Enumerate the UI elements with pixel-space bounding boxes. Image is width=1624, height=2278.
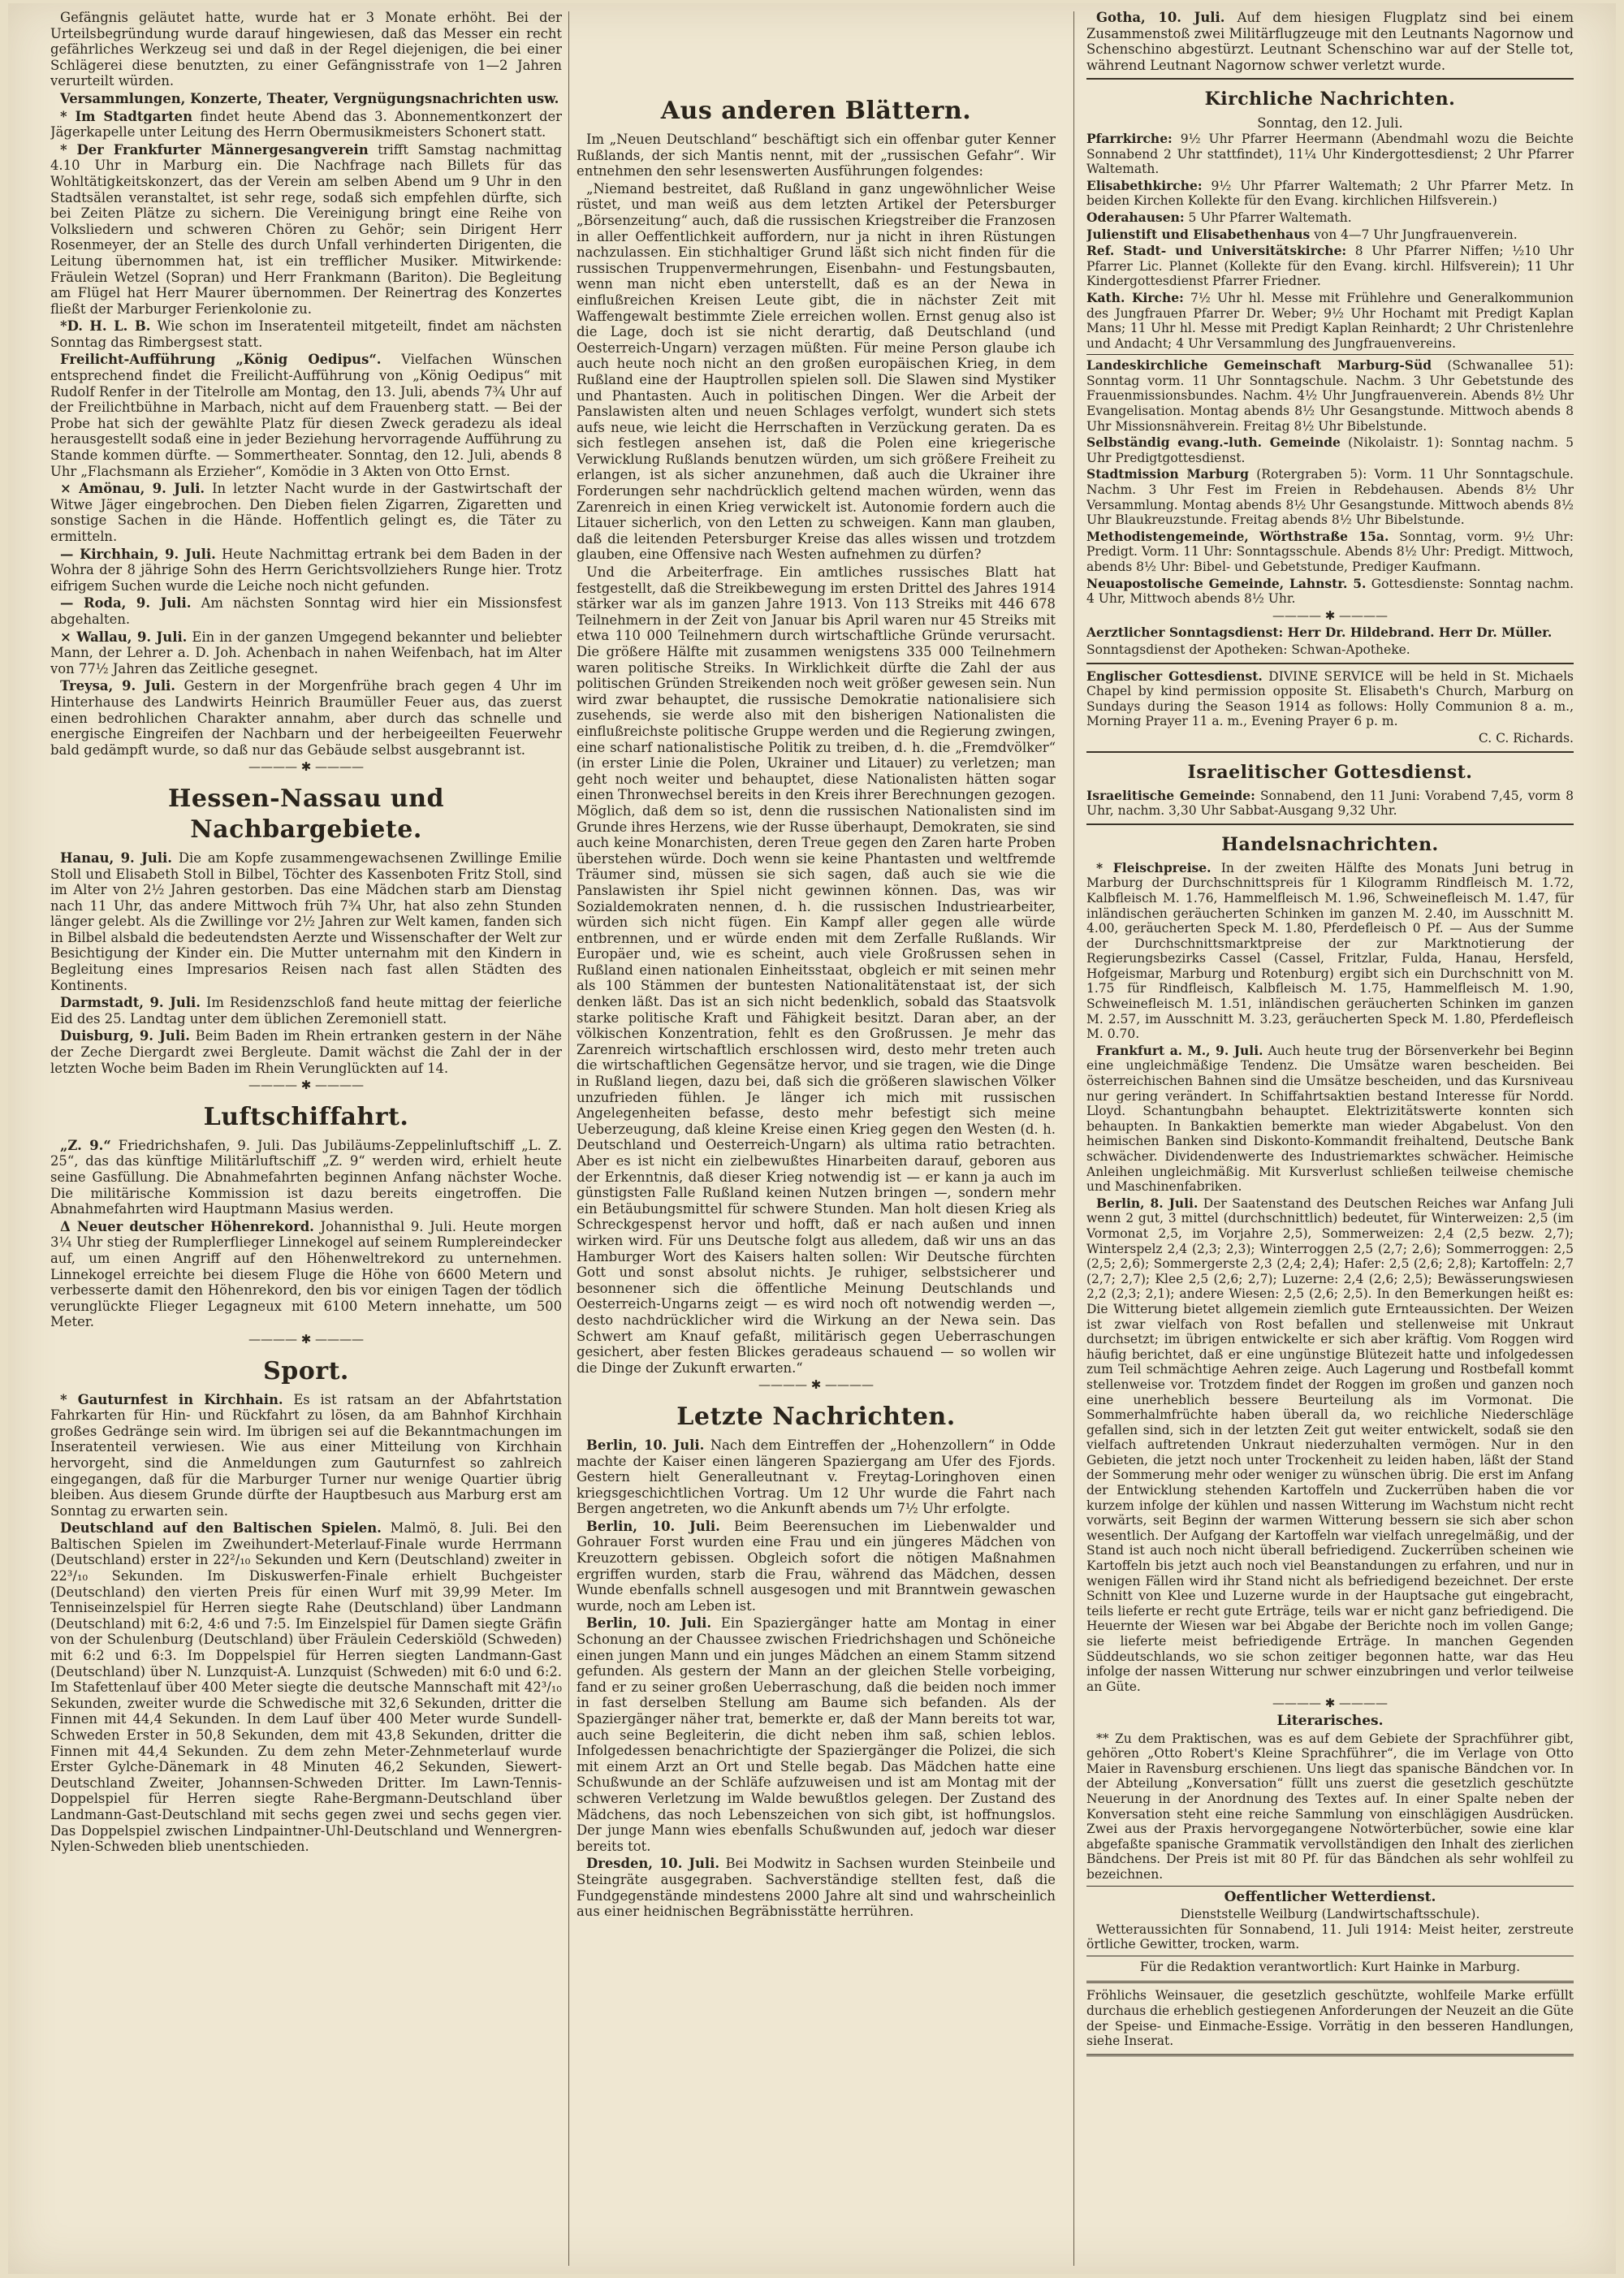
separator-rule (1086, 663, 1574, 664)
section-heading-luftschiffahrt: Luftschiffahrt. (203, 1102, 409, 1131)
article (1086, 861, 1574, 1042)
service-lead: Elisabethkirche: (1086, 177, 1203, 193)
separator-star: ———— ✱ ———— (758, 1377, 875, 1393)
article (50, 1392, 562, 1519)
section-heading-handelsnachrichten: Handelsnachrichten. (1221, 833, 1439, 855)
article (50, 995, 562, 1027)
service-text: 9½ Uhr Pfarrer Waltemath; 2 Uhr Pfarrer Metz. In beiden Kirchen Kollekte für den Evang. kirchlichen Hilfsverein.) (1086, 178, 1574, 209)
paragraph: Und die Arbeiterfrage. Ein amtliches russisches Blatt hat festgestellt, daß die Streikbewegung im ersten Drittel des Jahres 1914 stärker war als im ganzen Jahre 1913. Von 113 Streiks mit 446 678 Teilnehmern in der Zeit von Januar bis April waren nur 45 Streiks mit etwa 110 000 Teilnehmern durch wirtschaftliche Gründe verursacht. Die größere Hälfte mit zusammen wenigstens 335 000 Teilnehmern waren politische Streiks. In Wirklichkeit dürfte die Zahl der aus politischen Gründen Streikenden noch weit größer gewesen sein. Nun wird zwar behauptet, die russische Demokratie nationalisiere sich zusehends, sie werde also mit den bisherigen Nationalisten die einflußreichste politische Gruppe werden und die Regierung zwingen, eine scharf nationalistische Politik zu treiben, d. h. die „Fremdvölker“ (in erster Linie die Polen, Ukrainer und Litauer) zu verletzen; man geht noch weiter und behauptet, diese Nationalisten hätten sogar einen Thronwechsel bereits in den Kreis ihrer Berechnungen gezogen. Möglich, daß dem so ist, denn die russischen Nationalisten sind im Grunde ihres Herzens, wie der Russe überhaupt, Demokraten, sie sind auch keine Monarchisten, deren Treue gegen den Zaren harte Proben überstehen würde. Doch wenn sie keine Phantasten und weltfremde Träumer sind, müssen sie sich sagen, daß auch sie wie die Panslawisten ihr Spiel nicht gewinnen können. Das, was wir Sozialdemokraten nennen, d. h. die russischen Industriearbeiter, würden sich nicht fügen. Ein Kampf aller gegen alle würde entbrennen, und er würde enden mit dem Zerfalle Rußlands. Wir Europäer und, wie es scheint, auch viele Großrussen sehen in Rußland einen nationalen Einheitsstaat, obgleich er mit seinen mehr als 100 Stämmen der buntesten Nationalitätenstaat ist, der sich denken läßt. Das ist an sich nicht bedenklich, sobald das Staatsvolk starke politische Kraft und Fähigkeit besitzt. Daran aber, an der völkischen Konzentration, fehlt es den Großrussen. Je mehr das Zarenreich wirtschaftlich erschlossen wird, desto mehr treten auch die wirtschaftlichen Gegensätze hervor, und sie tragen, wie die Dinge in Rußland liegen, dazu bei, daß sich die größeren slawischen Völker unzufrieden fühlen. Je länger ich mich mit russischen Angelegenheiten befasse, desto mehr befestigt sich meine Ueberzeugung, daß kleine Kreise einen Krieg gegen den Westen (d. h. Deutschland und Oesterreich-Ungarn) als ultima ratio betrachten. Aber es ist nicht ein zielbewußtes Hinarbeiten darauf, geboren aus der Erkenntnis, daß dieser Krieg notwendig ist — er kann ja auch im günstigsten Falle Rußland keinen Nutzen bringen —, sondern mehr ein Betäubungsmittel für schwere Stunden. Man holt diesen Krieg als Schreckgespenst hervor und hofft, daß er nach außen und innen wirken wird. Für uns Deutsche folgt aus alledem, daß wir uns an das Hamburger Wort des Kaisers halten sollen: Wir Deutsche fürchten Gott und sonst absolut nichts. Je ruhiger, selbstsicherer und besonnener sich die öffentliche Meinung Deutschlands und Oesterreich-Ungarns zeigt — es wird noch oft notwendig werden —, desto nachdrücklicher wird die Wirkung an der Newa sein. Das Schwert am Knauf gefaßt, militärisch gegen Ueberraschungen gesichert, aber festen Blickes geradeaus schauend — so wollen wir die Dinge der Zukunft erwarten.“ (577, 564, 1056, 1376)
article-text: In letzter Nacht wurde in der Gastwirtschaft der Witwe Jäger eingebrochen. Den Dieben fielen Zigarren, Zigaretten und sonstige Sachen in die Hände. Hoffentlich gelingt es, die Täter zu ermitteln. (50, 481, 562, 544)
article-text: Im Residenzschloß fand heute mittag der feierliche Eid des 25. Landtag unter dem üblichen Zeremoniell statt. (50, 995, 562, 1027)
section-label: Versammlungen, Konzerte, Theater, Vergnügungsnachrichten usw. (60, 90, 559, 106)
article-text: ** Zu dem Praktischen, was es auf dem Gebiete der Sprachführer gibt, gehören „Otto Robert's Kleine Sprachführer“, die im Verlage von Otto Maier in Ravensburg erschienen. Uns liegt das spanische Bändchen vor. In der Abteilung „Konversation“ füllt uns zuerst die gesetzlich geschützte Neuerung in der Anordnung des Textes auf. In einer Spalte neben der Konversation steht eine reiche Sammlung von einschlägigen Ausdrücken. Zwei aus der Praxis hervorgegangene Notwörterbücher, sowie eine klar abgefaßte spanische Grammatik vervollständigen den Inhalt des zierlichen Bändchens. Der Preis ist mit 80 Pf. für das Bändchen als sehr wohlfeil zu bezeichnen. (1086, 1731, 1574, 1882)
advertisement (1086, 1981, 1574, 2055)
column-right (1086, 10, 1574, 2267)
column-middle (577, 10, 1056, 2267)
article-text: Die am Kopfe zusammengewachsenen Zwillinge Emilie Stoll und Elisabeth Stoll in Bilbel, Töchter des Kassenboten Fritz Stoll, sind im Alter von 2½ Jahren gestorben. Das eine Mädchen starb am Dienstag nach 11 Uhr, das andere Mittwoch früh 7¾ Uhr, hat also zehn Stunden länger gelebt. Als die Zwillinge vor 2½ Jahren zur Welt kamen, fanden sich in Bilbel alsbald die bedeutendsten Aerzte und Wissenschafter der Welt zur Besichtigung der Kinder ein. Die Mutter unternahm mit den Kindern in Begleitung eines Impresarios Reisen nach fast allen Städten des Kontinents. (50, 849, 562, 993)
article (50, 678, 562, 758)
service-lead: Neuapostolische Gemeinde, Lahnstr. 5. (1086, 575, 1367, 591)
article-text: Vielfachen Wünschen entsprechend findet die Freilicht-Aufführung von „König Oedipus“ mit Rudolf Renfer in der Titelrolle am Montag, den 13. Juli, abends 7¾ Uhr auf der Freilichtbühne in Marbach, nicht auf dem Frauenberg statt. — Bei der Probe hat sich der gewählte Platz für diesen Zweck geradezu als ideal herausgestellt sodaß eine in jeder Beziehung hervorragende Aufführung zu Stande kommen dürfte. — Sommertheater. Sonntag, den 12. Juli, abends 8 Uhr „Flachsmann als Erzieher“, Komödie in 3 Akten von Otto Ernst. (50, 352, 562, 479)
service-lead: Kath. Kirche: (1086, 289, 1184, 305)
article-text: Gestern in der Morgenfrühe brach gegen 4 Uhr im Hinterhause des Landwirts Heinrich Braumüller Feuer aus, das zuerst einen bedrohlichen Charakter annahm, aber durch das schnelle und energische Eingreifen der Nachbarn und der herbeigeeilten Feuerwehr bald gedämpft wurde, so daß nur das Gebäude selbst ausgebrannt ist. (50, 678, 562, 758)
article-text: Nach dem Eintreffen der „Hohenzollern“ in Odde machte der Kaiser einen längeren Spaziergang am Ufer des Fjords. Gestern hielt Generalleutnant v. Freytag-Loringhoven einen kriegsgeschichtlichen Vortrag. Um 12 Uhr wurde die Fahrt nach Bergen angetreten, wo die Ankunft abends um 7½ Uhr erfolgte. (577, 1437, 1056, 1517)
column-top-space (577, 10, 1056, 88)
service-entry (1086, 435, 1574, 465)
service-text: 5 Uhr Pfarrer Waltemath. (1188, 210, 1352, 225)
service-text: 8 Uhr Pfarrer Niffen; ½10 Uhr Pfarrer Lic. Plannet (Kollekte für den Evang. kirchl. Hilfsverein); 11 Uhr Kindergottesdienst Pfarrer Friedner. (1086, 244, 1574, 289)
english-service-text: DIVINE SERVICE will be held in St. Michaels Chapel by kind permission opposite St. Elisabeth's Church, Marburg on Sundays during the Season 1914 as follows: Holly Communion 8 a. m., Morning Prayer 11 a. m., Evening Prayer 6 p. m. (1086, 668, 1574, 729)
kirchliche-date: Sonntag, den 12. Juli. (1257, 115, 1403, 132)
separator-rule (1086, 1886, 1574, 1887)
service-lead: Methodistengemeinde, Wörthstraße 15a. (1086, 528, 1389, 544)
article-text: Auch heute trug der Börsenverkehr bei Beginn eine ungleichmäßige Tendenz. Die Umsätze waren bescheiden. Bei österreichischen Bahnen sind die Umsätze bescheiden, und das Kursniveau nur gering verändert. In Schiffahrtsaktien bestand Interesse für Nordd. Lloyd. Schantungbahn behauptet. Elektrizitätswerte konnten sich behaupten. In Bankaktien bemerkte man wieder Abgabelust. Von den heimischen Banken sind Diskonto-Kommandit freihaltend, Deutsche Bank schwächer. Dividendenwerte des Industriemarktes schwächer. Heimische Anleihen ungleichmäßig. Mit Kursverlust schließen teilweise chemische und Maschinenfabriken. (1086, 1043, 1574, 1195)
article-lead: × Amönau, 9. Juli. (60, 481, 205, 497)
article (50, 1028, 562, 1076)
article-text: Ein in der ganzen Umgegend bekannter und beliebter Mann, der Lehrer a. D. Joh. Achenbach in nahen Weifenbach, hat im Alter von 77½ Jahren das Zeitliche gesegnet. (50, 629, 562, 676)
article-lead: × Wallau, 9. Juli. (60, 629, 188, 645)
article (50, 1138, 562, 1217)
service-lead: Ref. Stadt- und Universitätskirche: (1086, 243, 1347, 259)
article-text: Wie schon im Inseratenteil mitgeteilt, findet am nächsten Sonntag das Rimbergsest statt. (50, 318, 562, 350)
article-lead: Berlin, 8. Juli. (1096, 1195, 1199, 1211)
article-text: trifft Samstag nachmittag 4.10 Uhr in Marburg ein. Die Nachfrage nach Billets für das Wohltätigkeitskonzert, das der Verein am selben Abend um 9 Uhr in den Stadtsälen veranstaltet, ist sehr rege, sodaß sich empfehlen dürfte, sich bei Zeiten Plätze zu sichern. Die Vereinigung bringt eine Reihe von Volksliedern und schweren Chören zu Gehör; sein Dirigent Herr Rosenmeyer, der an Stelle des durch Unfall verhinderten Dirigenten, die Leitung übernommen hat, ist ein trefflicher Musiker. Mitwirkende: Fräulein Wetzel (Sopran) und Herr Frankmann (Bariton). Die Begleitung am Flügel hat Herr Maurer übernommen. Der Reinertrag des Konzertes fließt der Marburger Ferienkolonie zu. (50, 141, 562, 317)
separator-rule (1086, 751, 1574, 753)
article-lead: — Roda, 9. Juli. (60, 595, 192, 612)
article (50, 109, 562, 140)
separator-star: ———— ✱ ———— (1272, 607, 1389, 623)
article-lead: Berlin, 10. Juli. (586, 1518, 720, 1534)
article (50, 629, 562, 677)
service-entry (1086, 210, 1574, 226)
english-service (1086, 669, 1574, 729)
service-entry (1086, 244, 1574, 289)
article-lead: Hanau, 9. Juli. (60, 849, 172, 866)
article-lead: Duisburg, 9. Juli. (60, 1028, 190, 1044)
aerztlicher-dienst: Aerztlicher Sonntagsdienst: Herr Dr. Hildebrand. Herr Dr. Müller. (1086, 625, 1553, 641)
service-text: (Rotergraben 5): Vorm. 11 Uhr Sonntagschule. Nachm. 3 Uhr Fest im Freien in Rebdehausen. Abends 8½ Uhr Versammlung. Montag abends 8½ Uhr Gesangstunde. Mittwoch abends 8½ Uhr Blaukreuzstunde. Freitag abends 8½ Uhr Bibelstunde. (1086, 467, 1574, 528)
redaktion-line: Für die Redaktion verantwortlich: Kurt Hainke in Marburg. (1139, 1959, 1521, 1974)
article (1086, 1196, 1574, 1695)
service-entry (1086, 291, 1574, 351)
article (1086, 1044, 1574, 1195)
service-entry (1086, 577, 1574, 607)
column-divider (568, 11, 569, 2266)
article-lead: * Im Stadtgarten (60, 108, 193, 124)
article (50, 547, 562, 594)
section-heading-sport: Sport. (263, 1356, 349, 1385)
separator-rule (1086, 823, 1574, 825)
separator-star: ———— ✱ ———— (248, 759, 365, 775)
article-text: findet heute Abend das 3. Abonnementkonzert der Jägerkapelle unter Leitung des Herrn Obermusikmeisters Schonert statt. (50, 108, 562, 140)
article-lead: *D. H. L. B. (60, 318, 151, 335)
column-divider (1073, 11, 1074, 2266)
separator-star: ———— ✱ ———— (248, 1078, 365, 1093)
article-lead: — Kirchhain, 9. Juli. (60, 546, 216, 562)
article-lead: Gotha, 10. Juli. (1096, 10, 1225, 25)
article (50, 318, 562, 350)
paragraph: Im „Neuen Deutschland“ beschäftigt sich ein offenbar guter Kenner Rußlands, der sich Mantis nennt, mit der „russischen Gefahr“. Wir entnehmen den sehr lesenswerten Ausführungen folgendes: (577, 132, 1056, 179)
column-left (50, 10, 562, 2267)
service-lead: Landeskirchliche Gemeinschaft Marburg-Süd (1086, 357, 1432, 374)
article-text: Friedrichshafen, 9. Juli. Das Jubiläums-Zeppelinluftschiff „L. Z. 25“, das das künftige Militärluftschiff „Z. 9“ werden wird, erhielt heute seine Gasfüllung. Die Abnahmefahrten beginnen Anfang nächster Woche. Die militärische Kommission ist dazu bereits eingetroffen. Die Abnahmefahrten wird Hauptmann Masius werden. (50, 1137, 562, 1217)
newspaper-page (8, 3, 1616, 2274)
article-lead: Treysa, 9. Juli. (60, 678, 175, 694)
service-text: 7½ Uhr hl. Messe mit Frühlehre und Generalkommunion des Jungfrauen Pfarrer Dr. Weber; 9½ Uhr Hochamt mit Predigt Kaplan Mans; 11 Uhr hl. Messe mit Predigt Kaplan Reinhardt; 2 Uhr Christenlehre und Andacht; 4 Uhr Versammlung des Jungfrauenvereins. (1086, 290, 1574, 351)
article-continuation: Gefängnis geläutet hatte, wurde hat er 3 Monate erhöht. Bei der Urteilsbegründung wurde darauf hingewiesen, daß das Messer ein recht gefährliches Werkzeug sei und daß in der Regel diejenigen, die bei einer Schlägerei diese benutzten, zu einer Gefängnisstrafe von 1—2 Jahren verurteilt würden. (50, 10, 562, 89)
section-heading-wetterdienst: Oeffentlicher Wetterdienst. (1224, 1888, 1436, 1905)
service-entry (1086, 530, 1574, 575)
article (577, 1437, 1056, 1517)
separator-star: ———— ✱ ———— (248, 1331, 365, 1346)
section-heading-letzte-nachrichten: Letzte Nachrichten. (676, 1402, 956, 1431)
article-text: Der Saatenstand des Deutschen Reiches war Anfang Juli wenn 2 gut, 3 mittel (durchschnittlich) bedeutet, für Winterweizen: 2,5 (im Vormonat 2,5, im Vorjahre 2,5), Sommerweizen: 2,4 (2,5 bezw. 2,7); Winterspelz 2,4 (2,3; 2,3); Winterroggen 2,5 (2,7; 2,6); Sommerroggen: 2,5 (2,5; 2,6); Sommergerste 2,3 (2,4; 2,4); Hafer: 2,5 (2,6; 2,8); Kartoffeln: 2,7 (2,7; 2,7); Klee 2,5 (2,6; 2,7); Luzerne: 2,4 (2,6; 2,5); Bewässerungswiesen 2,2 (2,3; 2,1); andere Wiesen: 2,5 (2,6; 2,5). In den Bemerkungen heißt es: Die Witterung bietet allgemein ziemlich gute Ernteaussichten. Der Weizen ist zwar vielfach von Rost befallen und stellenweise mit Unkraut durchsetzt; im übrigen entwickelte er sich aber kräftig. Vom Roggen wird häufig berichtet, daß er eine ungünstige Blütezeit hatte und infolgedessen zum Teil schmächtige Aehren zeige. Auch Lagerung und Rostbefall kommt stellenweise vor. Trotzdem findet der Roggen im großen und ganzen noch eine unerheblich bessere Beurteilung als im Vormonat. Die Sommerhalmfrüchte haben überall da, wo reichliche Niederschläge gefallen sind, sich in der letzten Zeit gut weiter entwickelt, sodaß sie den vielfach auftretenden Unkraut niederzuhalten vermögen. Nur in den Gebieten, die jetzt noch unter Trockenheit zu leiden haben, läßt der Stand der Sommerung mehr oder weniger zu wünschen übrig. Die erst im Anfang der Entwicklung stehenden Kartoffeln und Zuckerrüben haben die vor kurzem infolge der kühlen und nassen Witterung im Wachstum nicht recht vorwärts, seit Beginn der warmen Witterung bessern sie sich aber schon wesentlich. Der Aufgang der Kartoffeln war vielfach unregelmäßig, und der Stand ist auch noch nicht überall befriedigend. Zuckerrüben scheinen wie Kartoffeln bis jetzt auch noch viel Beanstandungen zu erfahren, und nur in wenigen Fällen wird ihr Stand nicht als befriedigend bezeichnet. Der erste Schnitt von Klee und Luzerne wurde in der Hauptsache gut eingebracht, teils lieferte er recht gute Erträge, teils war er nicht ganz befriedigend. Die Heuernte der Wiesen war bei Abgabe der Berichte noch im vollen Gange; sie lieferte meist befriedigende Erträge. In manchen Gegenden Süddeutschlands, wo sie schon zeitiger begonnen hatte, war das Heu infolge der nassen Witterung nur schwer einzubringen und verlor teilweise an Güte. (1086, 1195, 1574, 1694)
article (50, 481, 562, 544)
paragraph: „Niemand bestreitet, daß Rußland in ganz ungewöhnlicher Weise rüstet, und man weiß aus dem letzten Artikel der Petersburger „Börsenzeitung“ auch, daß die russischen Kriegstreiber die Franzosen in aller Oeffentlichkeit auffordern, nur ja nicht in ihren Rüstungen nachzulassen. Ein stichhaltiger Grund läßt sich nicht finden für die russischen Truppenvermehrungen, Eisenbahn- und Festungsbauten, wenn man nicht eben unterstellt, daß es an der Newa in einflußreichen Kreisen Leute gibt, die in nächster Zeit mit Waffengewalt bestimmte Ziele erreichen wollen. Ernst genug also ist die Lage, doch ist sie nicht derartig, daß Deutschland (und Oesterreich-Ungarn) verzagen müßten. Für meine Person glaube ich auch heute noch nicht an den großen europäischen Krieg, in dem Rußland eine der Hauptrollen spielen soll. Die Slawen sind Mystiker und Phantasten. Auch in politischen Dingen. Wer die Arbeit der Panslawisten alten und neuen Schlages verfolgt, wundert sich stets aufs neue, wie leicht die Herrschaften in Verzückung geraten. Da es sich festlegen ansehen ist, daß die Polen eine kriegerische Verwicklung Rußlands benutzen würden, um sich größere Freiheit zu erlangen, ist als sicher anzunehmen, daß auch die Ukrainer ihre Forderungen sehr nachdrücklich geltend machen würden, wenn das Zarenreich in einen Krieg verwickelt ist. Autonomie fordern auch die Litauer sicherlich, von den Letten zu schweigen. Kann man glauben, daß die leitenden Petersburger Kreise das alles wissen und trotzdem glauben, eine Offensive nach Westen aufnehmen zu dürfen? (577, 180, 1056, 563)
article-text: Ein Spaziergänger hatte am Montag in einer Schonung an der Chaussee zwischen Friedrichshagen und Schöneiche einen jungen Mann und ein junges Mädchen an einem Stamm sitzend gefunden. Als gestern der Mann an der gleichen Stelle vorbeiging, fand er zu seiner großen Ueberraschung, daß die beiden noch immer in fast derselben Stellung am Baume sich befanden. Als der Spaziergänger näher trat, bemerkte er, daß der Mann bereits tot war, auch seine Begleiterin, die dicht neben ihm saß, schien leblos. Infolgedessen benachrichtigte der Spaziergänger die Polizei, die sich mit einem Arzt an Ort und Stelle begab. Das Mädchen hatte eine Schußwunde an der Schläfe aufzuweisen und ist am Montag mit der schweren Verletzung im Walde bewußtlos gelegen. Der Zustand des Mädchens, das noch Lebenszeichen von sich gibt, ist hoffnungslos. Der junge Mann wies ebenfalls Schußwunden auf, jedoch war dieser bereits tot. (577, 1615, 1056, 1854)
article-text: Bei Modwitz in Sachsen wurden Steinbeile und Steingräte ausgegraben. Sachverständige stellten fest, daß die Fundgegenstände mindestens 2000 Jahre alt sind und wahrscheinlich aus einer heidnischen Begräbnisstätte herrühren. (577, 1856, 1056, 1920)
wetter-forecast: Wetteraussichten für Sonnabend, 11. Juli 1914: Meist heiter, zerstreute örtliche Gewitter, trocken, warm. (1086, 1921, 1574, 1952)
separator-rule (1086, 78, 1574, 80)
article-lead: Freilicht-Aufführung „König Oedipus“. (60, 352, 382, 368)
service-entry (1086, 467, 1574, 527)
article (1086, 10, 1574, 73)
service-text: 9½ Uhr Pfarrer Heermann (Abendmahl wozu die Beichte Sonnabend 2 Uhr stattfindet), 11¼ Uhr Kindergottesdienst; 2 Uhr Pfarrer Waltemath. (1086, 131, 1574, 177)
article (50, 142, 562, 318)
article-text: In der zweiten Hälfte des Monats Juni betrug in Marburg der Durchschnittspreis für 1 Kilogramm Rindfleisch M. 1.72, Kalbfleisch M. 1.76, Hammelfleisch M. 1.96, Schweinefleisch M. 1.47, für inländischen geräucherten Schinken im ganzen M. 2.40, im Ausschnitt M. 4.00, geräucherten Speck M. 1.80, Pferdefleisch 0 Pf. — Aus der Summe der Durchschnittsmarktpreise der zur Marktnotierung der Regierungsbezirks Cassel (Cassel, Fritzlar, Fulda, Hanau, Hersfeld, Hofgeismar, Marburg und Rotenburg) ergibt sich ein Durchschnitt von M. 1.75 für Rindfleisch, Kalbfleisch M. 1.75, Hammelfleisch M. 1.90, Schweinefleisch M. 1.51, inländischen geräucherten Schinken im ganzen M. 2.57, im Ausschnitt M. 3.23, geräucherten Speck M. 1.80, Pferdefleisch M. 0.70. (1086, 860, 1574, 1042)
section-heading-aus-anderen-blaettern: Aus anderen Blättern. (660, 97, 972, 125)
apotheken-dienst: Sonntagsdienst der Apotheken: Schwan-Apotheke. (1086, 642, 1410, 657)
service-text: Gottesdienste: Sonntag nachm. 4 Uhr, Mittwoch abends 8½ Uhr. (1086, 576, 1574, 607)
article-lead: * Gauturnfest in Kirchhain. (60, 1391, 283, 1407)
service-entry (1086, 132, 1574, 177)
article-lead: Δ Neuer deutscher Höhenrekord. (60, 1218, 314, 1234)
article (50, 352, 562, 479)
service-lead: Oderahausen: (1086, 209, 1185, 225)
article-text: Am nächsten Sonntag wird hier ein Missionsfest abgehalten. (50, 595, 562, 627)
section-heading-literarisches: Literarisches. (1276, 1712, 1384, 1729)
article (577, 1856, 1056, 1919)
article (577, 1519, 1056, 1614)
advertisement-text: Fröhlichs Weinsauer, die gesetzlich geschützte, wohlfeile Marke erfüllt durchaus die erheblich gestiegenen Anforderungen der Neuzeit an die Güte der Speise- und Einmache-Essige. Vorrätig in den besseren Handlungen, siehe Inserat. (1086, 1988, 1574, 2049)
service-entry (1086, 358, 1574, 434)
service-lead: Julienstift und Elisabethenhaus (1086, 226, 1311, 242)
article-lead: Berlin, 10. Juli. (586, 1437, 705, 1453)
article-text: Heute Nachmittag ertrank bei dem Baden in der Wohra der 8 jährige Sohn des Herrn Gerichtsvollziehers Runge hier. Trotz eifrigem Suchen wurde die Leiche noch nicht gefunden. (50, 546, 562, 594)
article-text: Beim Beerensuchen im Liebenwalder und Gohrauer Forst wurden eine Frau und ein jüngeres Mädchen von Kreuzottern gebissen. Obgleich sofort die nötigen Maßnahmen ergriffen wurden, starb die Frau, während das Mädchen, dessen Wunde ebenfalls schnell ausgesogen und mit Branntwein gewaschen wurde, noch am Leben ist. (577, 1518, 1056, 1614)
article-text: Auf dem hiesigen Flugplatz sind bei einem Zusammenstoß zwei Militärflugzeuge mit den Leutnants Nagornow und Schenschino abgestürzt. Leutnant Schenschino war auf der Stelle tot, während Leutnant Nagornow schwer verletzt wurde. (1086, 10, 1574, 73)
separator-star: ———— ✱ ———— (1272, 1696, 1389, 1711)
article-lead: * Fleischpreise. (1096, 859, 1212, 875)
article-text: Beim Baden im Rhein ertranken gestern in der Nähe der Zeche Diergardt zwei Bergleute. Damit wächst die Zahl der in der letzten Woche beim Baden im Rhein Verunglückten auf 14. (50, 1028, 562, 1076)
english-service-heading: Englischer Gottesdienst. (1086, 668, 1263, 684)
service-entry (1086, 227, 1574, 243)
service-text: (Schwanallee 51): Sonntag vorm. 11 Uhr Sonntagschule. Nachm. 3 Uhr Gebetstunde des Frauenmissionsbundes. Nachm. 4½ Uhr Jungfrauenverein. Abends 8½ Uhr Evangelisation. Montag abends 8½ Uhr Gesangstunde. Mittwoch abends 8 Uhr Missionsnähverein. Freitag 8½ Uhr Bibelstunde. (1086, 358, 1574, 434)
article-lead: Deutschland auf den Baltischen Spielen. (60, 1520, 382, 1537)
service-text: Sonnabend, den 11 Juni: Vorabend 7,45, vorm 8 Uhr, nachm. 3,30 Uhr Sabbat-Ausgang 9,32 Uhr. (1086, 788, 1574, 819)
service-lead: Stadtmission Marburg (1086, 466, 1249, 482)
service-lead: Pfarrkirche: (1086, 130, 1173, 146)
service-lead: Selbständig evang.-luth. Gemeinde (1086, 434, 1341, 451)
service-entry (1086, 179, 1574, 209)
article (577, 1615, 1056, 1854)
article-text: Malmö, 8. Juli. Bei den Baltischen Spielen im Zweihundert-Meterlauf-Finale wurde Herrmann (Deutschland) erster in 22²/₁₀ Sekunden und Kern (Deutschland) zweiter in 22³/₁₀ Sekunden. Im Diskuswerfen-Finale erhielt Buchgeister (Deutschland) den vierten Preis für einen Wurf mit 39,99 Meter. Im Tenniseinzelspiel für Herren siegte Rahe (Deutschland) über Landmann (Deutschland) mit 6:2, 4:6 und 7:5. Im Einzelspiel für Damen siegte Gräfin von der Schulenburg (Deutschland) über Fräulein Cederskiöld (Schweden) mit 6:2 und 6:3. Im Doppelspiel für Herren siegten Landmann-Gast (Deutschland) über N. Lunzquist-A. Lunzquist (Schweden) mit 6:0 und 6:2. Im Stafettenlauf über 400 Meter siegte die deutsche Mannschaft mit 42³/₁₀ Sekunden, zweiter wurde die Schwedische mit 32,6 Sekunden, dritter die Finnen mit 44,4 Sekunden. In dem Lauf über 400 Meter wurde Sundell-Schweden Erster in 50,8 Sekunden, dem mit 43,8 Sekunden, dritter die Finnen mit 44,4 Sekunden. Zu dem zehn Meter-Zehnmeterlauf wurde Erster Gylche-Dänemark in 48 Minuten 46,2 Sekunden, Siewert-Deutschland Zweiter, Johannsen-Schweden Dritter. Im Lawn-Tennis-Doppelspiel für Herren siegte Rahe-Bergmann-Deutschland über Landmann-Gast-Deutschland mit sechs gegen zwei und sechs gegen vier. Das Doppelspiel zwischen Lindpaintner-Uhl-Deutschland und Wennergren-Nylen-Schweden blieb unentschieden. (50, 1520, 562, 1855)
separator-rule (1086, 354, 1574, 355)
service-lead: Israelitische Gemeinde: (1086, 787, 1255, 803)
article (50, 850, 562, 993)
english-service-signature: C. C. Richards. (1478, 730, 1574, 746)
article-lead: „Z. 9.“ (60, 1137, 111, 1153)
article-text: Es ist ratsam an der Abfahrtstation Fahrkarten für Hin- und Rückfahrt zu lösen, da am Bahnhof Kirchhain großes Gedränge sein wird. Im übrigen sei auf die Bekanntmachungen im Inseratenteil verwiesen. Wie aus einer Mitteilung von Kirchhain hervorgeht, sind die Anmeldungen zum Gauturnfest so zahlreich eingegangen, daß für die Marburger Turner nur wenige Quartier übrig bleiben. Aus diesem Grunde dürfte der Hauptbesuch aus Marburg erst am Sonntag zu erwarten sein. (50, 1391, 562, 1519)
wetterdienst-stelle: Dienststelle Weilburg (Landwirtschaftsschule). (1180, 1907, 1480, 1922)
article-lead: Berlin, 10. Juli. (586, 1615, 712, 1632)
service-entry (1086, 789, 1574, 819)
article-lead: Darmstadt, 9. Juli. (60, 995, 201, 1011)
article (50, 1520, 562, 1854)
article (50, 1219, 562, 1330)
article-lead: * Der Frankfurter Männergesangverein (60, 141, 369, 158)
article (50, 595, 562, 627)
section-heading-israelitischer-gottesdienst: Israelitischer Gottesdienst. (1187, 761, 1473, 783)
service-text: Sonntag, vorm. 9½ Uhr: Predigt. Vorm. 11 Uhr: Sonntagsschule. Abends 8½ Uhr: Predigt. Mittwoch, abends 8½ Uhr: Bibel- und Gebetstunde, Prediger Kaufmann. (1086, 529, 1574, 574)
article-lead: Dresden, 10. Juli. (586, 1856, 720, 1872)
section-heading-kirchliche-nachrichten: Kirchliche Nachrichten. (1204, 89, 1456, 110)
section-heading-hessen: Hessen-Nassau und Nachbargebiete. (168, 784, 444, 844)
article-text: Johannisthal 9. Juli. Heute morgen 3¼ Uhr stieg der Rumplerflieger Linnekogel auf seinem Rumplereindecker auf, um einen Angriff auf den Höhenweltrekord zu unternehmen. Linnekogel erreichte bei diesem Fluge die Höhe von 6600 Metern und verbesserte damit den Höhenrekord, den bis vor einigen Tagen der tödlich verunglückte Flieger Legagneux mit 6100 Metern innehatte, um 500 Meter. (50, 1218, 562, 1330)
service-text: von 4—7 Uhr Jungfrauenverein. (1314, 227, 1518, 242)
article-lead: Frankfurt a. M., 9. Juli. (1096, 1042, 1263, 1058)
service-text: (Nikolaistr. 1): Sonntag nachm. 5 Uhr Predigtgottesdienst. (1086, 435, 1574, 465)
